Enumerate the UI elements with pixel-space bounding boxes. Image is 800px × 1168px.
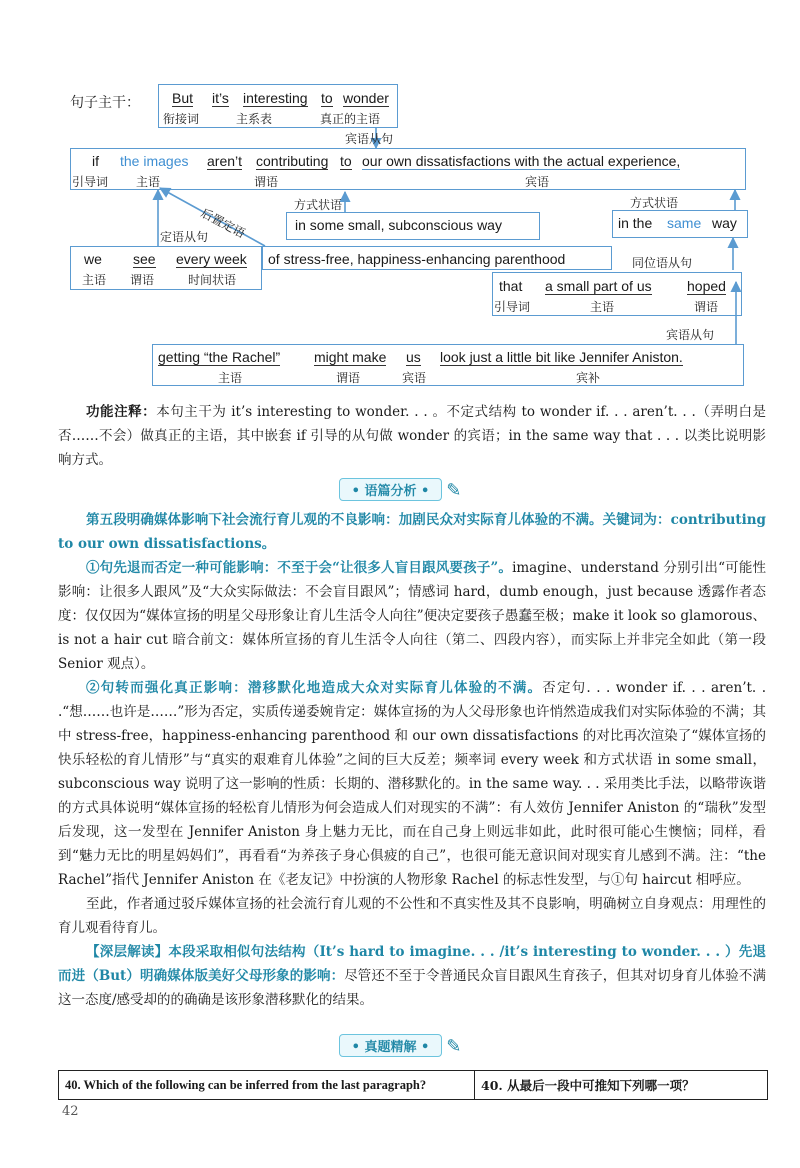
label-xb: 主系表 — [236, 112, 273, 126]
word-hoped: hoped — [687, 278, 726, 294]
word-way: way — [712, 215, 737, 231]
function-note-text: 本句主干为 it’s interesting to wonder. . . 。不定式结构 to wonder if. . . aren’t. . .（弄明白是否……不会）做真正的主语，其中嵌套 if 引导的从句做 wonder 的宾语；in the same way that . . . 以类比说明影响方式。 — [58, 404, 766, 468]
function-note-head: 功能注释： — [86, 404, 157, 420]
label-that-lead: 引导词 — [494, 300, 531, 314]
label-g-comp: 宾补 — [576, 371, 601, 385]
label-lead: 引导词 — [72, 175, 109, 189]
label-real-subj: 真正的主语 — [320, 112, 381, 126]
function-note — [58, 400, 766, 472]
pen-icon-2: ✎ — [446, 1036, 462, 1057]
word-but: But — [172, 90, 194, 106]
obj-clause-label: 宾语从句 — [345, 132, 394, 146]
getting-complement: look just a little bit like Jennifer Aniston. — [440, 349, 683, 365]
word-to2: to — [340, 153, 352, 169]
analysis-p1: 第五段明确媒体影响下社会流行育儿观的不良影响：加剧民众对实际育儿体验的不满。关键词为：contributing to our own dissatisfactions。 — [58, 512, 766, 552]
label-g-pred: 谓语 — [336, 371, 361, 385]
page-number: 42 — [62, 1104, 79, 1119]
word-us: us — [406, 349, 421, 365]
banner-discourse-analysis — [0, 478, 800, 501]
analysis-p3-head: ②句转而强化真正影响：潜移默化地造成大众对实际育儿体验的不满。 — [86, 680, 543, 696]
label-g-obj: 宾语 — [402, 371, 427, 385]
in-the: in the — [618, 215, 653, 231]
label-we-subj: 主语 — [82, 273, 107, 287]
analysis-p2-body: imagine、understand 分别引出“可能性影响：让很多人跟风”及“大众实际做法：不会盲目跟风”；情感词 hard，dumb enough，just because 透露作者态度：仅仅因为“媒体宣扬的明星父母形象让育儿生活令人向往”便决定要孩子愚蠢至极；make it look so glamorous、is not a hair cut 暗合前文：媒体所宣扬的育儿生活令人向往（第二、四段内容），而实际上并非完全如此（第一段 Senior 观点）。 — [58, 560, 767, 672]
appos-label: 同位语从句 — [632, 256, 693, 270]
main-label: 句子主干： — [70, 95, 140, 111]
word-arent: aren’t — [207, 153, 243, 169]
word-that: that — [499, 278, 523, 294]
manner2-label: 方式状语 — [630, 196, 679, 210]
attr-clause-label: 定语从句 — [160, 230, 209, 244]
word-every-week: every week — [176, 251, 247, 267]
getting-subject: getting “the Rachel” — [158, 349, 281, 365]
label-obj: 宾语 — [525, 175, 550, 189]
manner-label: 方式状语 — [294, 198, 343, 212]
word-same: same — [667, 215, 702, 231]
label-pred: 谓语 — [254, 175, 279, 189]
word-to: to — [321, 90, 333, 106]
label-conj: 衔接词 — [163, 112, 200, 126]
word-if: if — [92, 153, 99, 169]
analysis-p5 — [58, 940, 766, 1012]
word-its: it’s — [212, 90, 229, 106]
analysis-text — [58, 508, 766, 1012]
label-time: 时间状语 — [188, 273, 237, 287]
word-images: the images — [120, 153, 189, 169]
word-we: we — [84, 251, 102, 267]
post-attr-label: 后置定语 — [198, 205, 248, 241]
obj-clause2-label: 宾语从句 — [666, 328, 715, 342]
of-phrase: of stress-free, happiness-enhancing parenthood — [268, 251, 566, 267]
label-that-subj: 主语 — [590, 300, 615, 314]
pen-icon: ✎ — [446, 480, 462, 501]
word-see: see — [133, 251, 156, 267]
label-that-pred: 谓语 — [694, 300, 719, 314]
analysis-p4: 至此，作者通过驳斥媒体宣扬的社会流行育儿观的不公性和不真实性及其不良影响，明确树立自身观点：用理性的育儿观看待育儿。 — [58, 896, 766, 936]
manner-text: in some small, subconscious way — [295, 217, 502, 233]
word-interesting: interesting — [243, 90, 308, 106]
question-table — [58, 1070, 768, 1100]
that-subject: a small part of us — [545, 278, 652, 294]
banner-exam-explanation — [0, 1034, 800, 1057]
analysis-p5-head: 【深层解读】本段采取相似句法结构（It’s hard to imagine. . . /it’s interesting to wonder. . . ）先退而进（But）明确媒体版美好父母形象的影响： — [58, 944, 766, 984]
getting-pred: might make — [314, 349, 387, 365]
analysis-p3-body: 否定句. . . wonder if. . . aren’t. . .“想……也许是……”形为否定，实质传递委婉肯定：媒体宣扬的为人父母形象也许悄然造成我们对实际体验的不满；其中 stress-free，happiness-enhancing parenthood 和 our own dissatisfactions 的对比再次渲染了“媒体宣扬的快乐轻松的育儿情形”与“真实的艰难育儿体验”之间的巨大反差；频率词 every week 和方式状语 in some small，subconscious way 说明了这一影响的性质：长期的、潜移默化的。in the same way. . . 采用类比手法，以略带诙谐的方式具体说明“媒体宣扬的轻松育儿情形为何会造成人们对现实的不满”：有人效仿 Jennifer Aniston 的“瑞秋”发型后发现，这一发型在 Jennifer Aniston 身上魅力无比，而在自己身上则远非如此，此时很可能心生懊恼；同样，看到“魅力无比的明星妈妈们”，再看看“为养孩子身心俱疲的自己”，也很可能无意识间对现实育儿感到不满。注：“the Rachel”指代 Jennifer Aniston 在《老友记》中扮演的人物形象 Rachel 的标志性发型，与①句 haircut 相呼应。 — [58, 680, 767, 888]
label-subj: 主语 — [136, 175, 161, 189]
label-we-pred: 谓语 — [130, 273, 155, 287]
if-object: our own dissatisfactions with the actual experience, — [362, 153, 681, 169]
analysis-p2 — [58, 556, 766, 676]
analysis-p3 — [58, 676, 766, 892]
question-en: 40. Which of the following can be inferred from the last paragraph? — [59, 1071, 475, 1100]
analysis-p5-body: 尽管还不至于令普通民众盲目跟风生育孩子，但其对切身育儿体验不满这一态度/感受却的的确确是该形象潜移默化的结果。 — [58, 968, 767, 1008]
banner-exam-label: • 真题精解 • — [339, 1034, 443, 1057]
banner-discourse-label: • 语篇分析 • — [339, 478, 443, 501]
question-zh: 40. 从最后一段中可推知下列哪一项？ — [475, 1071, 768, 1100]
word-contributing: contributing — [256, 153, 329, 169]
label-g-subj: 主语 — [218, 371, 243, 385]
word-wonder: wonder — [343, 90, 389, 106]
analysis-p2-head: ①句先退而否定一种可能影响：不至于会“让很多人盲目跟风要孩子”。 — [86, 560, 513, 576]
